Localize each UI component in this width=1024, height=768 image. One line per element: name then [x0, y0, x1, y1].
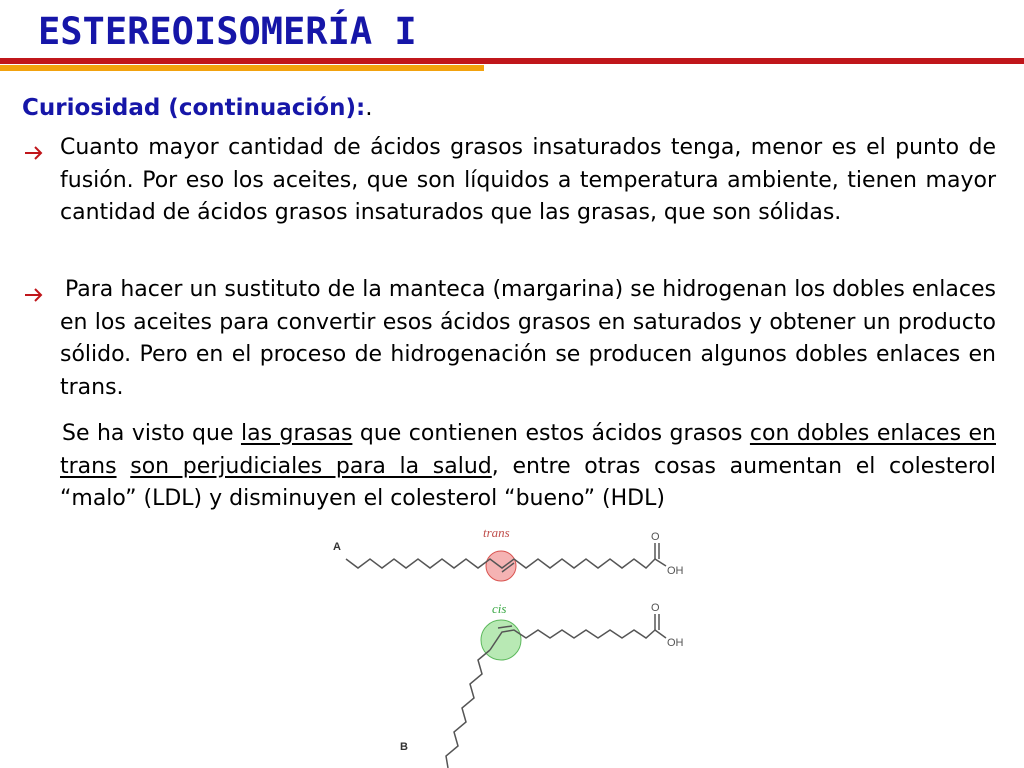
oxygen-label-b: O: [651, 602, 660, 614]
hydroxyl-bond-b: [655, 630, 666, 638]
cis-highlight-circle: [481, 620, 521, 660]
bullet-text-1: Cuanto mayor cantidad de ácidos grasos insaturados tenga, menor es el punto de fusión. Por eso los aceites, que son líquidos a temperatura ambiente, tienen mayor cantidad de ácidos grasos insaturados que las grasas, que son sólidas.: [60, 135, 996, 225]
section-heading-dot: .: [365, 95, 373, 121]
paragraph-text: Se ha visto que: [62, 421, 241, 446]
paragraph-text: [117, 454, 131, 479]
trans-label: trans: [483, 525, 510, 540]
underlined-perjudiciales-salud: son perjudiciales para la salud: [130, 453, 492, 479]
bullet-text-2: Para hacer un sustituto de la manteca (margarina) se hidrogenan los dobles enlaces en los aceites para convertir esos ácidos grasos en saturados y obtener un producto sólido. Pero en el proceso de hidrogenación se producen algunos dobles enlaces en trans.: [60, 277, 996, 400]
panel-b-label: B: [400, 741, 408, 753]
trans-highlight-circle: [486, 551, 516, 581]
underlined-las-grasas: las grasas: [240, 421, 353, 446]
section-heading-text: Curiosidad (continuación):: [22, 95, 366, 121]
underlined-dobles-enlaces-trans: con dobles enlaces en trans: [60, 421, 996, 479]
bullet-arrow-icon: [22, 143, 46, 163]
title-rule-red: [0, 58, 1024, 64]
paragraph-text: , entre otras cosas aumentan el colesterol “malo” (LDL) y disminuyen el colesterol “bueno” (HDL): [60, 453, 996, 511]
hydroxyl-label-b: OH: [667, 637, 684, 649]
health-paragraph: [60, 418, 996, 516]
hydroxyl-bond-a: [655, 559, 666, 566]
bullet-arrow-icon: [22, 285, 46, 305]
slide-title: ESTEREOISOMERÍA I: [38, 10, 417, 53]
title-rule-yellow: [0, 65, 484, 71]
cis-label: cis: [492, 601, 507, 616]
fatty-acid-structures-figure: [330, 520, 710, 768]
section-heading: [22, 95, 373, 121]
paragraph-text: que contienen estos ácidos grasos: [352, 421, 750, 446]
hydroxyl-label-a: OH: [667, 565, 684, 577]
oxygen-label-a: O: [651, 531, 660, 543]
panel-a-label: A: [333, 541, 341, 553]
cis-tail: [446, 650, 490, 768]
